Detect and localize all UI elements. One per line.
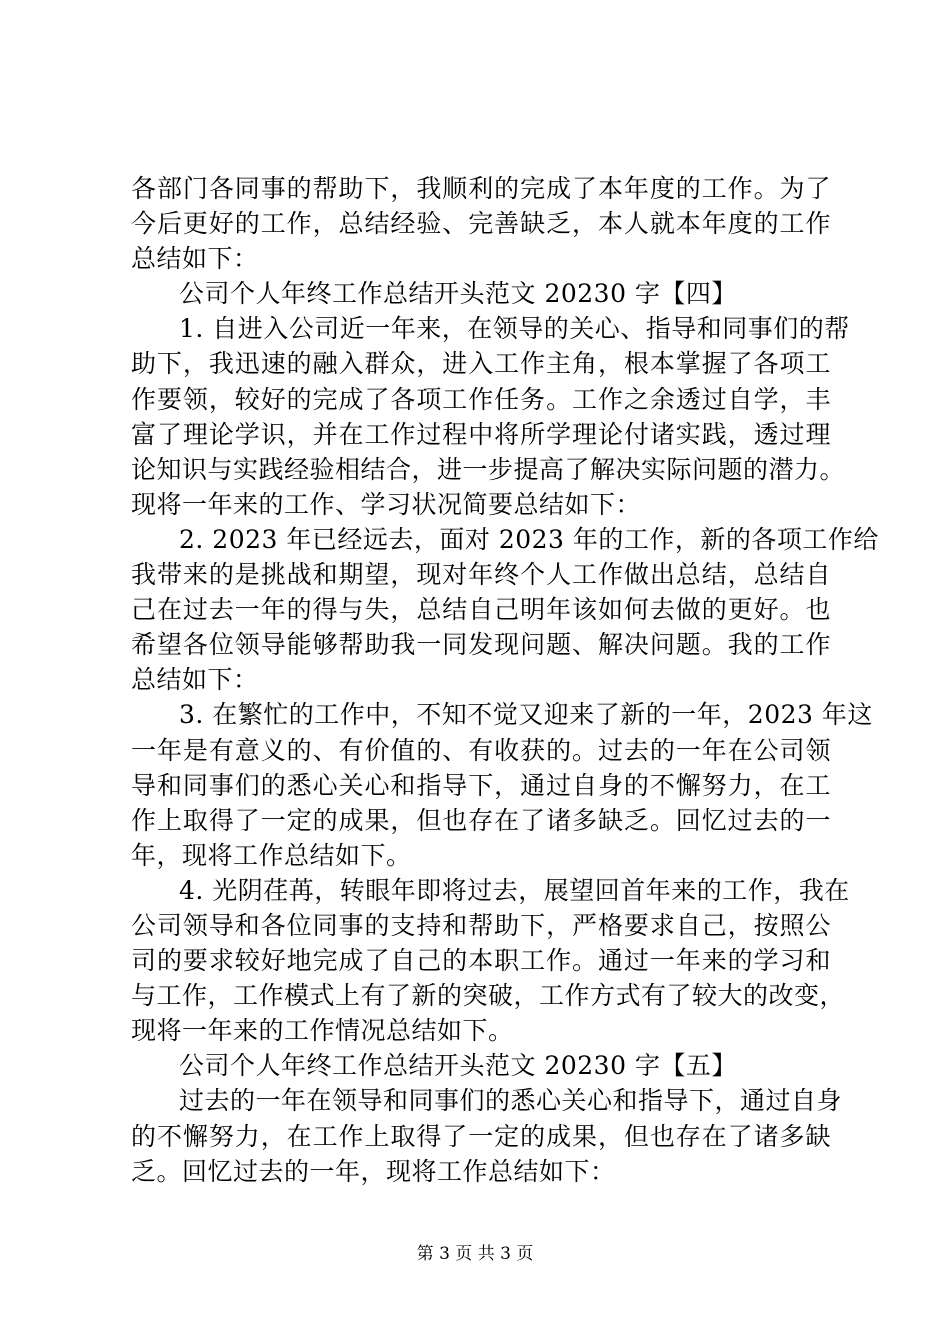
document-body — [131, 171, 879, 1189]
paragraph-item-1 — [131, 311, 850, 522]
text-line: 导和同事们的悉心关心和指导下，通过自身的不懈努力，在工 — [131, 770, 831, 800]
page-number-footer: 第 3 页 共 3 页 — [416, 1244, 534, 1264]
text-line: 我带来的是挑战和期望，现对年终个人工作做出总结，总结自 — [131, 560, 831, 590]
paragraph-item-2 — [131, 522, 879, 697]
paragraph-five-body — [131, 1083, 843, 1188]
text-line: 希望各位领导能够帮助我一同发现问题、解决问题。我的工作 — [131, 630, 831, 660]
text-line: 富了理论学识，并在工作过程中将所学理论付诸实践，透过理 — [131, 419, 831, 449]
text-line: 总结如下： — [131, 665, 259, 695]
text-line: 总结如下： — [131, 244, 259, 274]
text-line: 公司领导和各位同事的支持和帮助下，严格要求自己，按照公 — [131, 910, 831, 940]
section-heading: 公司个人年终工作总结开头范文 20230 字【五】 — [179, 1051, 737, 1081]
text-line: 现将一年来的工作、学习状况简要总结如下： — [131, 489, 642, 519]
text-line: 作要领，较好的完成了各项工作任务。工作之余透过自学，丰 — [131, 384, 831, 414]
section-heading-four — [131, 276, 831, 311]
text-line: 论知识与实践经验相结合，进一步提高了解决实际问题的潜力。 — [131, 454, 846, 484]
section-heading-five — [131, 1048, 831, 1083]
text-line: 现将一年来的工作情况总结如下。 — [131, 1016, 514, 1046]
text-line: 司的要求较好地完成了自己的本职工作。通过一年来的学习和 — [131, 946, 831, 976]
paragraph-item-4 — [131, 873, 850, 1048]
section-heading: 公司个人年终工作总结开头范文 20230 字【四】 — [179, 279, 737, 309]
text-line: 一年是有意义的、有价值的、有收获的。过去的一年在公司领 — [131, 735, 831, 765]
text-line: 作上取得了一定的成果，但也存在了诸多缺乏。回忆过去的一 — [131, 805, 831, 835]
text-line: 1. 自进入公司近一年来，在领导的关心、指导和同事们的帮 — [179, 314, 850, 344]
text-line: 助下，我迅速的融入群众，进入工作主角，根本掌握了各项工 — [131, 349, 831, 379]
text-line: 2. 2023 年已经远去，面对 2023 年的工作，新的各项工作给 — [179, 524, 879, 554]
text-line: 年，现将工作总结如下。 — [131, 840, 412, 870]
paragraph-intro — [131, 171, 831, 276]
paragraph-item-3 — [131, 697, 873, 872]
text-line: 己在过去一年的得与失，总结自己明年该如何去做的更好。也 — [131, 595, 831, 625]
text-line: 3. 在繁忙的工作中，不知不觉又迎来了新的一年，2023 年这 — [179, 700, 873, 730]
text-line: 4. 光阴荏苒，转眼年即将过去，展望回首年来的工作，我在 — [179, 875, 850, 905]
text-line: 过去的一年在领导和同事们的悉心关心和指导下，通过自身 — [179, 1086, 843, 1116]
text-line: 与工作，工作模式上有了新的突破，工作方式有了较大的改变， — [131, 981, 846, 1011]
text-line: 今后更好的工作，总结经验、完善缺乏，本人就本年度的工作 — [131, 209, 831, 239]
text-line: 各部门各同事的帮助下，我顺利的完成了本年度的工作。为了 — [131, 174, 831, 203]
text-line: 的不懈努力，在工作上取得了一定的成果，但也存在了诸多缺 — [131, 1121, 831, 1151]
text-line: 乏。回忆过去的一年，现将工作总结如下： — [131, 1156, 616, 1186]
